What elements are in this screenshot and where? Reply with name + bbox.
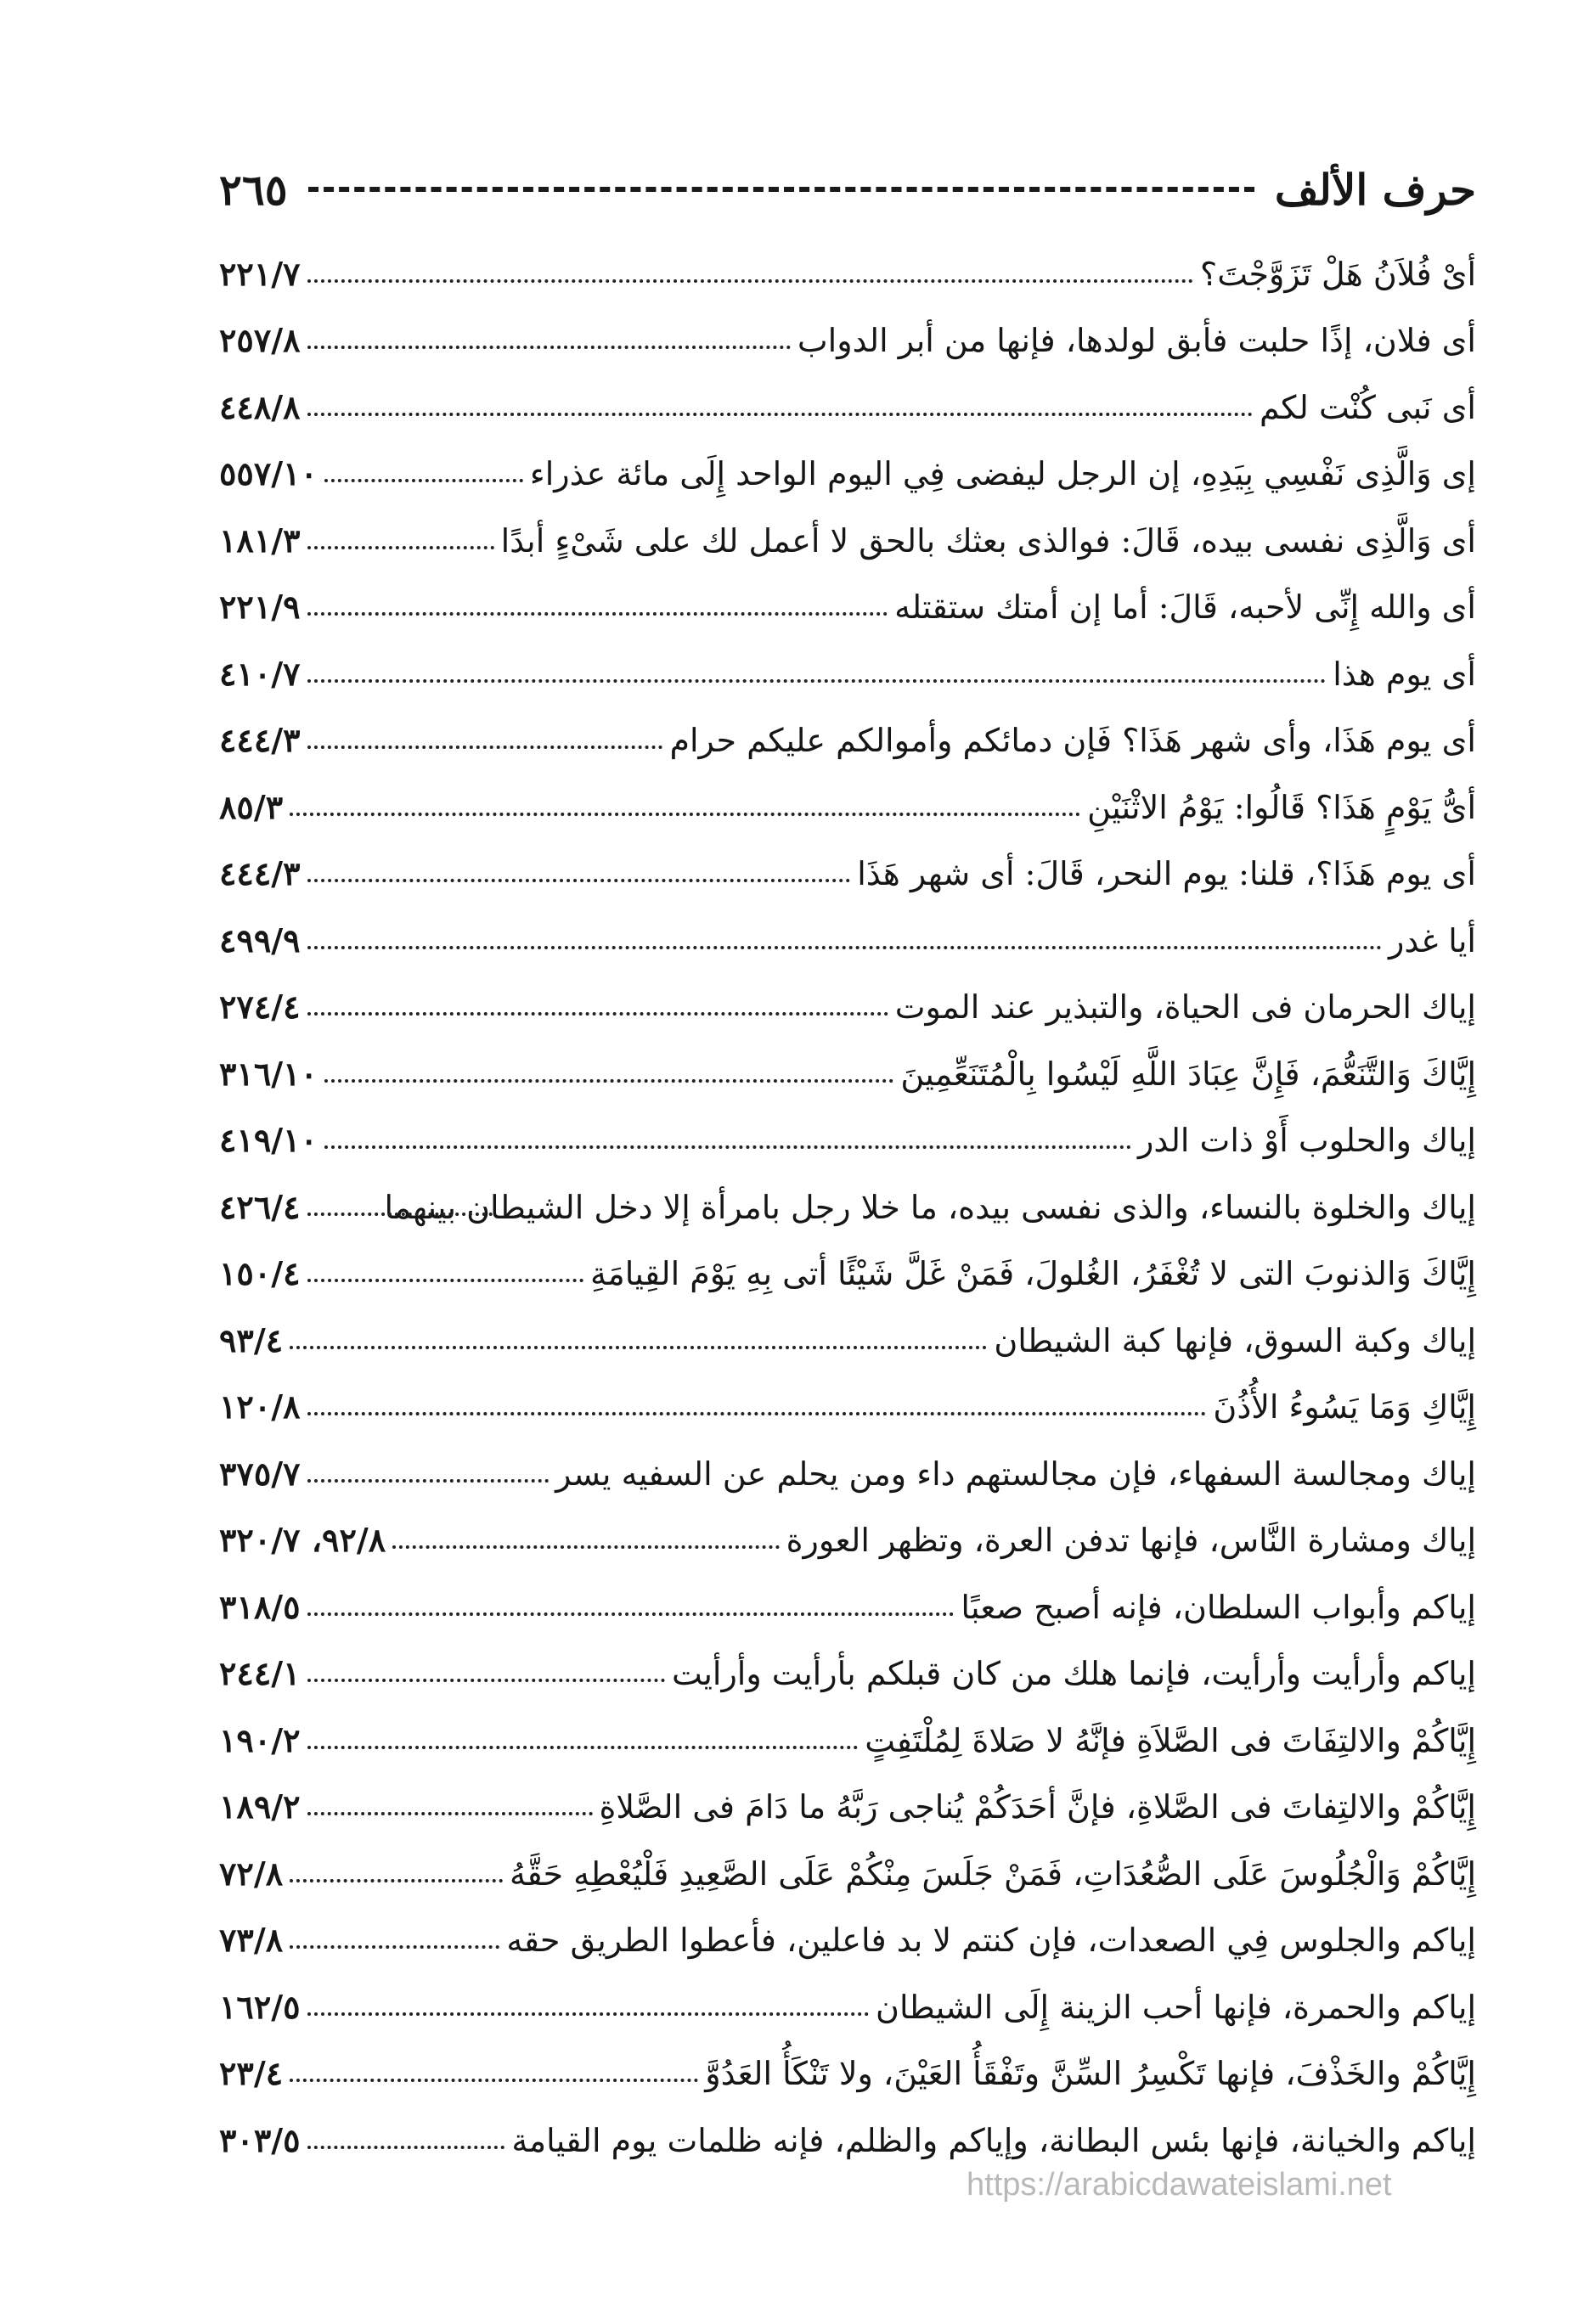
entry-text: أى والله إِنِّى لأحبه، قَالَ: أما إن أمتك ستقتله <box>894 588 1476 626</box>
dot-leader <box>290 1945 499 1949</box>
dot-leader <box>307 946 1383 949</box>
entry-text: إياكم وأبواب السلطان، فإنه أصبح صعبًا <box>961 1588 1476 1626</box>
dot-leader <box>307 546 494 549</box>
entry-reference: ٢٧٤/٤ <box>219 988 301 1026</box>
entry-reference: ٢٥٧/٨ <box>219 321 301 359</box>
dot-leader <box>307 413 1253 416</box>
entry-text: إياكم والحمرة، فإنها أحب الزينة إِلَى الشيطان <box>876 1988 1476 2026</box>
entry-reference: ١٢٠/٨ <box>219 1387 301 1426</box>
page-header <box>219 151 1476 228</box>
entry-text: إياك الحرمان فى الحياة، والتبذير عند الموت <box>894 988 1476 1026</box>
entry-reference: ٤٤٤/٣ <box>219 721 301 759</box>
dot-leader <box>290 813 1080 816</box>
index-entry <box>219 1631 1476 1698</box>
entry-reference: ٨٥/٣ <box>219 787 284 826</box>
entry-text: أيا غدر <box>1389 921 1476 959</box>
dot-leader <box>307 1812 593 1815</box>
index-entry <box>219 1898 1476 1965</box>
dot-leader <box>307 2012 870 2016</box>
entry-reference: ٤١٩/١٠ <box>219 1121 318 1159</box>
index-entry <box>219 1164 1476 1231</box>
entry-text: إياك ومشارة النَّاس، فإنها تدفن العرة، وتظهر العورة <box>786 1522 1476 1559</box>
entry-text: إِيَّاكَ وَالذنوبَ التى لا تُغْفَرُ، الغُلولَ، فَمَنْ غَلَّ شَيْئًا أتى بِهِ يَوْمَ القِيامَةِ <box>590 1255 1476 1292</box>
entry-text: إِيَّاكُمْ وَالْجُلُوسَ عَلَى الصُّعُدَاتِ، فَمَنْ جَلَسَ مِنْكُمْ عَلَى الصَّعِيدِ فَلْيُعْطِهِ حَقَّهُ <box>510 1854 1476 1893</box>
index-entry <box>219 498 1476 565</box>
entry-text: إياك والخلوة بالنساء، والذى نفسى بيده، ما خلا رجل بامرأة إلا دخل الشيطان بينهما <box>384 1188 1476 1226</box>
entry-reference: ٧٣/٨ <box>219 1921 284 1959</box>
entry-text: أى يوم هذا <box>1333 655 1476 693</box>
section-title: حرف الألف <box>1274 164 1476 215</box>
entry-text: إى وَالَّذِى نَفْسِي بِيَدِهِ، إن الرجل ليفضى فِي اليوم الواحد إِلَى مائة عذراء <box>529 455 1476 492</box>
entry-reference: ١٥٠/٤ <box>219 1254 301 1292</box>
index-entry <box>219 631 1476 698</box>
entry-reference: ٧٢/٨ <box>219 1854 284 1893</box>
entry-reference: ٢٢١/٩ <box>219 588 301 626</box>
entry-reference: ٥٥٧/١٠ <box>219 454 318 492</box>
entry-reference: ٣٧٥/٧ <box>219 1454 301 1493</box>
dot-leader <box>307 1279 584 1282</box>
index-entry <box>219 231 1476 298</box>
index-entry <box>219 1964 1476 2031</box>
index-entry <box>219 898 1476 965</box>
index-entry <box>219 2097 1476 2164</box>
dot-leader <box>307 1213 493 1216</box>
entry-reference: ١٦٢/٥ <box>219 1987 301 2026</box>
dot-leader <box>307 746 663 749</box>
dot-leader <box>324 479 523 482</box>
entry-reference: ٩٣/٤ <box>219 1320 284 1359</box>
entry-text: إِيَّاكِ وَمَا يَسُوءُ الأُذُنَ <box>1213 1388 1476 1426</box>
entry-text: أى وَالَّذِى نفسى بيده، قَالَ: فوالذى بعثك بالحق لا أعمل لك على شَىْءٍ أبدًا <box>500 521 1476 560</box>
dot-leader <box>307 1612 955 1616</box>
dot-leader <box>290 2079 698 2082</box>
index-entry <box>219 1764 1476 1832</box>
page-number: ٢٦٥ <box>219 164 288 215</box>
entry-text: إِيَّاكُمْ والخَذْفَ، فإنها تَكْسِرُ السِّنَّ وتَفْقَأُ العَيْنَ، ولا تَنْكَأُ العَدُوَّ <box>705 2055 1476 2092</box>
dot-leader <box>324 1145 1131 1149</box>
header-dashed-rule <box>308 187 1254 192</box>
entry-text: إِيَّاكُمْ والالتِفاتَ فى الصَّلاةِ، فإنَّ أحَدَكُمْ يُناجى رَبَّهُ ما دَامَ فى الصَّلاةِ <box>599 1788 1476 1826</box>
dot-leader <box>290 1879 503 1882</box>
dot-leader <box>392 1545 779 1549</box>
dot-leader <box>307 279 1194 283</box>
entry-text: إياكم وأرأيت وأرأيت، فإنما هلك من كان قبلكم بأرأيت وأرأيت <box>672 1655 1476 1692</box>
entry-text: إياك وكبة السوق، فإنها كبة الشيطان <box>994 1321 1476 1359</box>
index-entry <box>219 1297 1476 1365</box>
entry-text: أى يوم هَذَا؟، قلنا: يوم النحر، قَالَ: أى شهر هَذَا <box>857 855 1476 892</box>
entry-reference: ٢٢١/٧ <box>219 254 301 293</box>
entry-text: إِيَّاكُمْ والالتِفَاتَ فى الصَّلاَةِ فإنَّهُ لا صَلاةَ لِمُلْتَفِتٍ <box>865 1721 1476 1759</box>
entry-text: أى نَبى كُنْت لكم <box>1260 388 1476 426</box>
entry-text: أىُّ يَوْمٍ هَذَا؟ قَالُوا: يَوْمُ الاثْنَيْنِ <box>1087 788 1476 826</box>
dot-leader <box>307 1412 1207 1415</box>
index-entry <box>219 1498 1476 1565</box>
dot-leader <box>307 346 791 349</box>
entry-reference: ٤٤٨/٨ <box>219 387 301 426</box>
entry-text: إياك ومجالسة السفهاء، فإن مجالستهم داء ومن يحلم عن السفيه يسر <box>555 1455 1476 1493</box>
dot-leader <box>307 2146 505 2149</box>
index-entry <box>219 1697 1476 1764</box>
dot-leader <box>307 1746 859 1749</box>
index-entry <box>219 1231 1476 1298</box>
entry-reference: ٩٢/٨، ٣٢٠/٧ <box>219 1521 386 1559</box>
entry-reference: ٢٤٤/١ <box>219 1654 301 1692</box>
entry-text: أى فلان، إذًا حلبت فأبق لولدها، فإنها من أبر الدواب <box>797 322 1476 359</box>
entry-text: أىْ فُلاَنُ هَلْ تَزَوَّجْتَ؟ <box>1200 255 1476 293</box>
index-entry <box>219 1831 1476 1898</box>
watermark-url: https://arabicdawateislami.net <box>967 2167 1392 2203</box>
entry-reference: ٢٣/٤ <box>219 2054 284 2092</box>
dot-leader <box>307 1679 665 1682</box>
dot-leader <box>307 679 1327 683</box>
index-entry <box>219 1564 1476 1631</box>
index-entry <box>219 965 1476 1032</box>
entry-reference: ٤١٠/٧ <box>219 654 301 693</box>
index-entry <box>219 831 1476 898</box>
dot-leader <box>307 1479 550 1483</box>
entry-reference: ٤٤٤/٣ <box>219 854 301 892</box>
index-entry <box>219 1031 1476 1098</box>
hadith-index-list <box>219 231 1476 2164</box>
dot-leader <box>290 1346 987 1349</box>
index-entry <box>219 431 1476 498</box>
entry-text: إِيَّاكَ وَالتَّنَعُّمَ، فَإِنَّ عِبَادَ اللَّهِ لَيْسُوا بِالْمُتَنَعِّمِينَ <box>900 1055 1476 1093</box>
entry-text: أى يوم هَذَا، وأى شهر هَذَا؟ فَإن دمائكم وأموالكم عليكم حرام <box>669 722 1476 759</box>
index-entry <box>219 698 1476 765</box>
index-entry <box>219 298 1476 365</box>
entry-text: إياك والحلوب أَوْ ذات الدر <box>1138 1122 1476 1159</box>
entry-reference: ٣١٨/٥ <box>219 1587 301 1626</box>
index-entry <box>219 1365 1476 1432</box>
entry-reference: ٤٢٦/٤ <box>219 1187 301 1226</box>
entry-reference: ٣٠٣/٥ <box>219 2120 301 2159</box>
index-entry <box>219 1431 1476 1498</box>
entry-text: إياكم والجلوس فِي الصعدات، فإن كنتم لا بد فاعلين، فأعطوا الطريق حقه <box>506 1922 1476 1959</box>
index-entry <box>219 2031 1476 2098</box>
index-entry <box>219 1098 1476 1165</box>
dot-leader <box>307 1012 888 1016</box>
dot-leader <box>307 612 888 616</box>
entry-reference: ١٨٩/٢ <box>219 1787 301 1826</box>
index-entry <box>219 565 1476 632</box>
entry-reference: ١٩٠/٢ <box>219 1720 301 1759</box>
entry-reference: ٤٩٩/٩ <box>219 920 301 959</box>
entry-reference: ٣١٦/١٠ <box>219 1054 318 1093</box>
index-entry <box>219 364 1476 431</box>
entry-reference: ١٨١/٣ <box>219 521 301 560</box>
index-entry <box>219 764 1476 831</box>
dot-leader <box>307 879 851 882</box>
entry-text: إياكم والخيانة، فإنها بئس البطانة، وإياكم والظلم، فإنه ظلمات يوم القيامة <box>511 2121 1476 2159</box>
dot-leader <box>324 1079 893 1083</box>
